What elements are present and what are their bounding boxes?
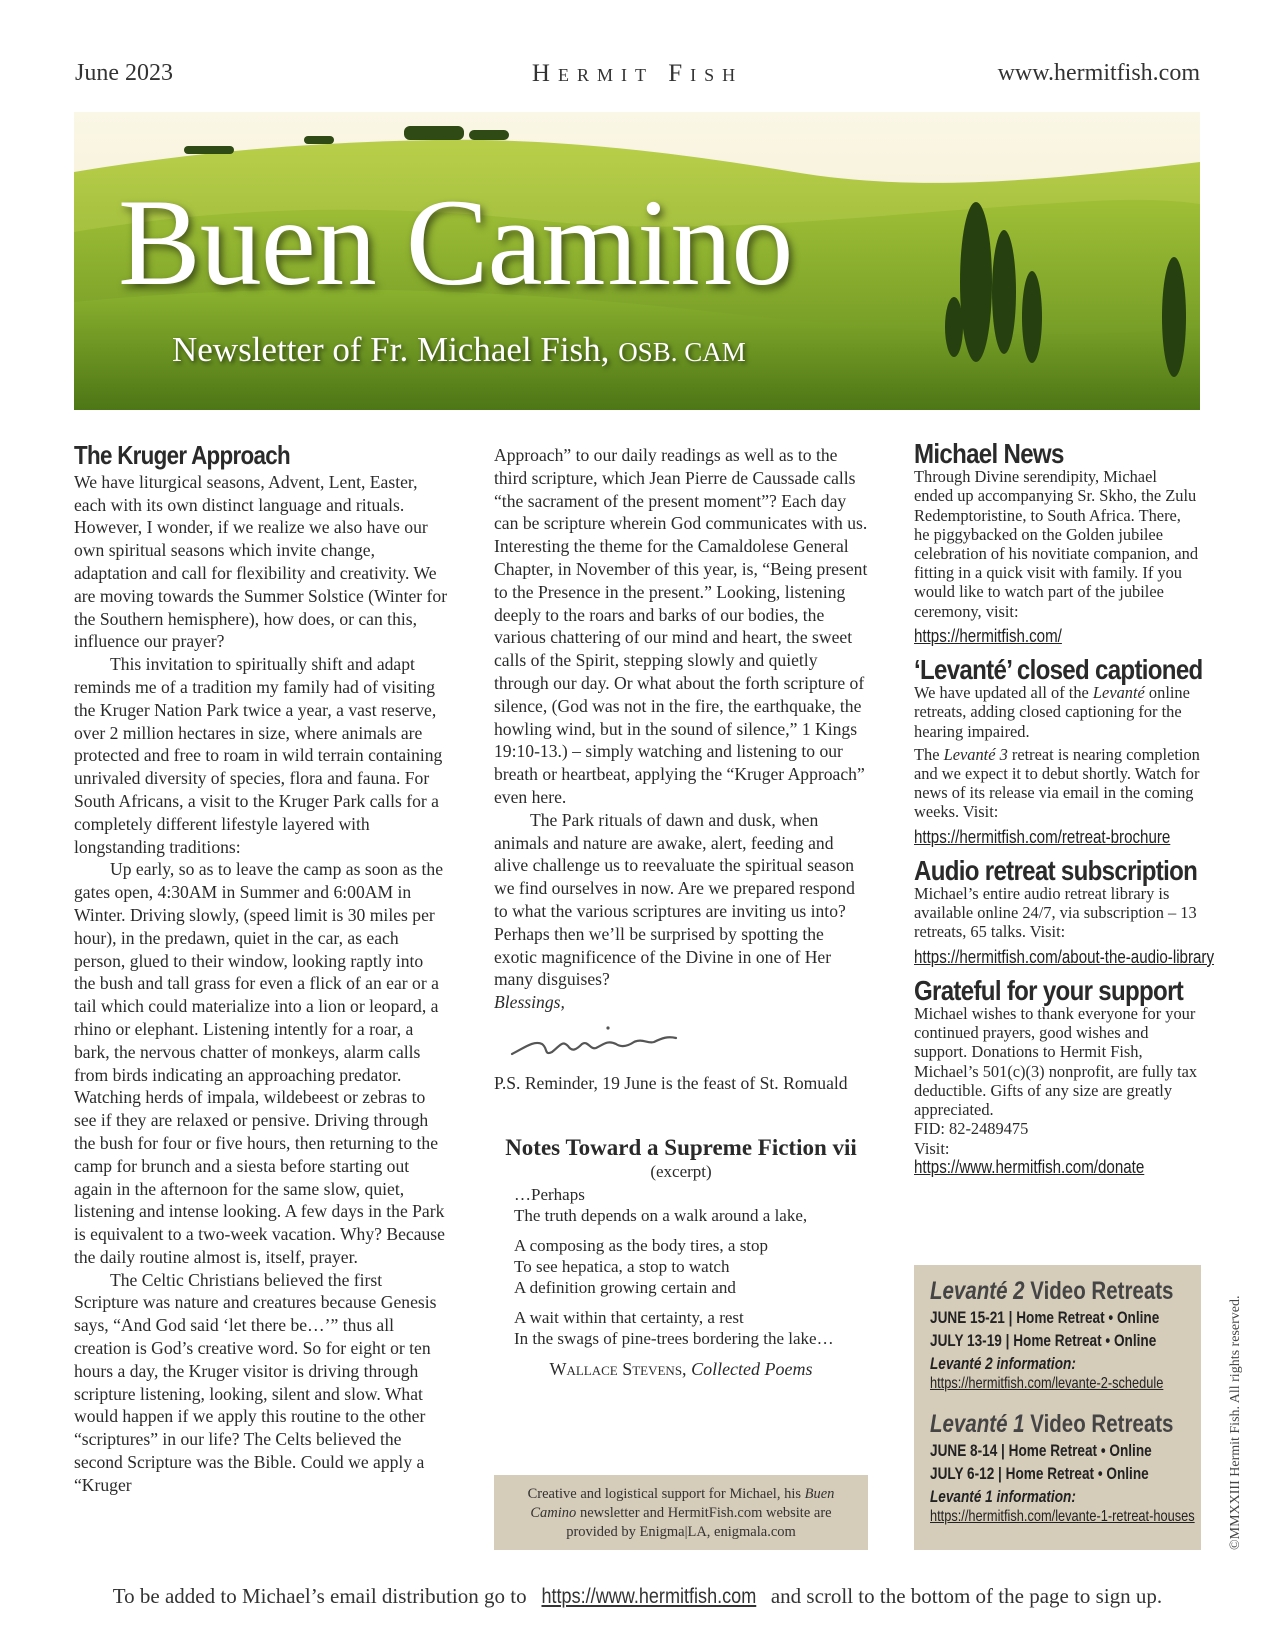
michael-news: [914, 438, 1200, 646]
poem-stanza: [514, 1235, 868, 1298]
poem-line: In the swags of pine-trees bordering the lake…: [514, 1329, 834, 1349]
section-heading: ‘Levanté’ closed captioned: [914, 654, 1203, 686]
visit-label: Visit:: [914, 1138, 950, 1158]
poem-line: To see hepatica, a stop to watch: [514, 1257, 730, 1277]
audio-subscription: [914, 854, 1215, 967]
poem-stanza: [514, 1307, 868, 1349]
levante-2-title: [930, 1277, 1174, 1306]
retreat-promo: [914, 1265, 1201, 1550]
footer-link[interactable]: https://www.hermitfish.com: [541, 1585, 757, 1608]
credit-text: Creative and logistical support for Michael, his: [527, 1486, 801, 1502]
section-text: Michael wishes to thank everyone for your continued prayers, good wishes and support. Donations to Hermit Fish, Michael’s 501(c)(3) nonprofit, are fully tax deductible. Gifts of any size are greatly appreciated.: [914, 1004, 1198, 1120]
paragraph: This invitation to spiritually shift and adapt reminds me of a tradition my family had of visiting the Kruger Nation Park twice a year, a vast reserve, over 2 million hectares in size, where animals are protected and free to roam in wild terrain containing unrivaled diversity of species, flora and fauna. For South Africans, a visit to the Kruger Park calls for a completely different lifestyle layered with longstanding traditions:: [74, 654, 443, 857]
brand-name: Hermit Fish: [531, 60, 744, 87]
footer-signup: [0, 1584, 1275, 1609]
info-label: Levanté 1 information:: [930, 1487, 1076, 1506]
fid-number: FID: 82-2489475: [914, 1119, 1029, 1139]
text-italic: Levanté 3: [943, 744, 1008, 764]
section-text: Through Divine serendipity, Michael ended up accompanying Sr. Skho, the Zulu Redemptoristine, to South Africa. There, he piggybacked on the Golden jubilee celebration of his novitiate companion, and fitting in a quick visit with family. If you would like to watch part of the jubilee ceremony, visit:: [914, 467, 1199, 621]
levante-1-link[interactable]: https://hermitfish.com/levante-1-retreat-houses: [930, 1508, 1195, 1525]
paragraph: The Celtic Christians believed the first Scripture was nature and creatures because Genesis says, “And God said ‘let there be…’” thus all creation is God’s creative word. So for eight or ten hours a day, the Kruger visitor is driving through scripture listening, looking, silent and slow. What would happen if we apply this routine to the other “scriptures” in our life? The Celts believed the second Scripture was the Bible. Could we apply a “Kruger: [74, 1269, 437, 1495]
signature-image: [504, 1020, 684, 1066]
poem-stanza: [514, 1184, 868, 1226]
newsletter-subtitle: [172, 330, 746, 370]
info-label: Levanté 2 information:: [930, 1354, 1076, 1373]
banner: [74, 112, 1200, 410]
schedule-line: JULY 13-19 | Home Retreat • Online: [930, 1331, 1157, 1350]
poem-line: A definition growing certain and: [514, 1278, 736, 1298]
subtitle-text: Newsletter of Fr. Michael Fish,: [172, 330, 610, 369]
title-italic: Levanté 1: [930, 1410, 1025, 1438]
levante-1-title: [930, 1410, 1174, 1439]
paragraph: The Park rituals of dawn and dusk, when animals and nature are awake, alert, feeding and alive challenge us to reevaluate the spiritual season we find ourselves in now. Are we prepared respond to what the various scriptures are inviting us into? Perhaps then we’ll be surprised by spotting the exotic magnificence of the Divine in one of Her many disguises?: [494, 809, 855, 990]
title-italic: Levanté 2: [930, 1277, 1025, 1305]
closing: Blessings,: [494, 992, 565, 1013]
postscript: P.S. Reminder, 19 June is the feast of St. Romuald: [494, 1072, 848, 1093]
masthead: [75, 60, 1200, 100]
poem-book: Collected Poems: [691, 1359, 813, 1380]
grateful-support: [914, 974, 1200, 1177]
news-link[interactable]: https://hermitfish.com/: [914, 625, 1062, 646]
section-heading: Audio retreat subscription: [914, 854, 1198, 886]
section-heading: Michael News: [914, 438, 1064, 469]
text-run: online retreats, adding closed captioning for the hearing impaired.: [914, 683, 1190, 741]
credit-italic: Buen Camino: [530, 1486, 835, 1521]
text-run: The: [914, 744, 940, 764]
newsletter-title: Buen Camino: [118, 174, 793, 311]
credit-box: [494, 1475, 868, 1550]
section-heading: Grateful for your support: [914, 974, 1184, 1006]
paragraph: Approach” to our daily readings as well as to the third scripture, which Jean Pierre de Caussade calls “the sacrament of the present moment”? Each day can be scripture wherein God communicates with us. Interesting the theme for the Camaldolese General Chapter, in November of this year, is, “Being present to the Presence in the present.” Looking, listening deeply to the roars and barks of our bodies, the various chattering of our mind and heart, the sweet calls of the Spirit, stepping slowly and quietly through our day. Or what about the forth scripture of silence, (God was not in the fire, the earthquake, the howling wind, but in the sound of silence,” 1 Kings 19:10-13.) – simply watching and listening to our breath or heartbeat, applying the “Kruger Approach” even here.: [494, 445, 868, 807]
poem-line: The truth depends on a walk around a lake,: [514, 1206, 808, 1226]
site-url[interactable]: www.hermitfish.com: [997, 60, 1200, 86]
section-text: [914, 745, 1200, 822]
poem-line: …Perhaps: [514, 1185, 585, 1205]
schedule-line: JUNE 15-21 | Home Retreat • Online: [930, 1308, 1160, 1327]
copyright-notice: ©MMXXIII Hermit Fish. All rights reserved.: [1228, 1295, 1243, 1550]
credit-text-end: newsletter and HermitFish.com website are provided by Enigma|LA, enigmala.com: [566, 1505, 832, 1540]
article-heading: The Kruger Approach: [74, 440, 290, 470]
poem-line: A wait within that certainty, a rest: [514, 1308, 744, 1328]
paragraph: Up early, so as to leave the camp as soon as the gates open, 4:30AM in Summer and 6:00AM in Winter. Driving slowly, (speed limit is 30 miles per hour), in the predawn, quiet in the car, as each person, glued to their window, looking raptly into the bush and tall grass for even a flick of an ear or a tail which could materialize into a lion or leopard, a rhino or elephant. Listening intently for a roar, a bark, the nervous chatter of monkeys, alarm calls from birds indicating an approaching predator. Watching herds of impala, wildebeest or zebras to see if they are relaxed or pensive. Driving through the bush for four or five hours, then returning to the camp for brunch and a siesta before starting out again in the afternoon for the same slow, quiet, listening and intense looking. A few days in the Park is equivalent to a two-week vacation. Why? Because the daily routine almost is, itself, prayer.: [74, 859, 445, 1267]
poem-attribution: [494, 1358, 868, 1381]
issue-date: June 2023: [75, 60, 173, 86]
footer-text-end: and scroll to the bottom of the page to sign up.: [770, 1584, 1163, 1608]
paragraph: We have liturgical seasons, Advent, Lent, Easter, each with its own distinct language and rituals. However, I wonder, if we realize we also have our own spiritual seasons which invite change, adaptation and call for flexibility and creativity. We are moving towards the Summer Solstice (Winter for the Southern hemisphere), how does, or can this, influence our prayer?: [74, 471, 448, 652]
poem-title: Notes Toward a Supreme Fiction vii: [505, 1134, 857, 1160]
levante-2-link[interactable]: https://hermitfish.com/levante-2-schedule: [930, 1375, 1164, 1392]
text-italic: Levanté: [1092, 683, 1145, 703]
article-column-1: [74, 440, 448, 1497]
poem-excerpt-label: (excerpt): [650, 1162, 712, 1182]
title-rest: Video Retreats: [1030, 1277, 1174, 1305]
poem-author: Wallace Stevens,: [549, 1359, 687, 1380]
poem-excerpt: [494, 1134, 868, 1381]
retreat-brochure-link[interactable]: https://hermitfish.com/retreat-brochure: [914, 826, 1171, 847]
signature: [504, 1020, 868, 1072]
footer-text: To be added to Michael’s email distribution go to: [112, 1584, 527, 1608]
levante-captioned: [914, 654, 1203, 847]
schedule-line: JULY 6-12 | Home Retreat • Online: [930, 1464, 1149, 1483]
sidebar: [914, 438, 1215, 1191]
text-run: retreat is nearing completion and we expect it to debut shortly. Watch for news of its release via email in the coming weeks. Visit:: [914, 744, 1200, 822]
section-text: [914, 683, 1200, 741]
audio-library-link[interactable]: https://hermitfish.com/about-the-audio-library: [914, 946, 1215, 967]
article-column-2: [494, 444, 868, 1381]
poem-line: A composing as the body tires, a stop: [514, 1236, 769, 1256]
title-rest: Video Retreats: [1030, 1410, 1174, 1438]
section-text: Michael’s entire audio retreat library is available online 24/7, via subscription – 13 retreats, 65 talks. Visit:: [914, 884, 1197, 942]
text-run: We have updated all of the: [914, 683, 1089, 703]
schedule-line: JUNE 8-14 | Home Retreat • Online: [930, 1441, 1152, 1460]
subtitle-suffix: OSB. CAM: [618, 337, 746, 367]
donate-line: [914, 1139, 1200, 1177]
donate-link[interactable]: https://www.hermitfish.com/donate: [914, 1156, 1145, 1177]
